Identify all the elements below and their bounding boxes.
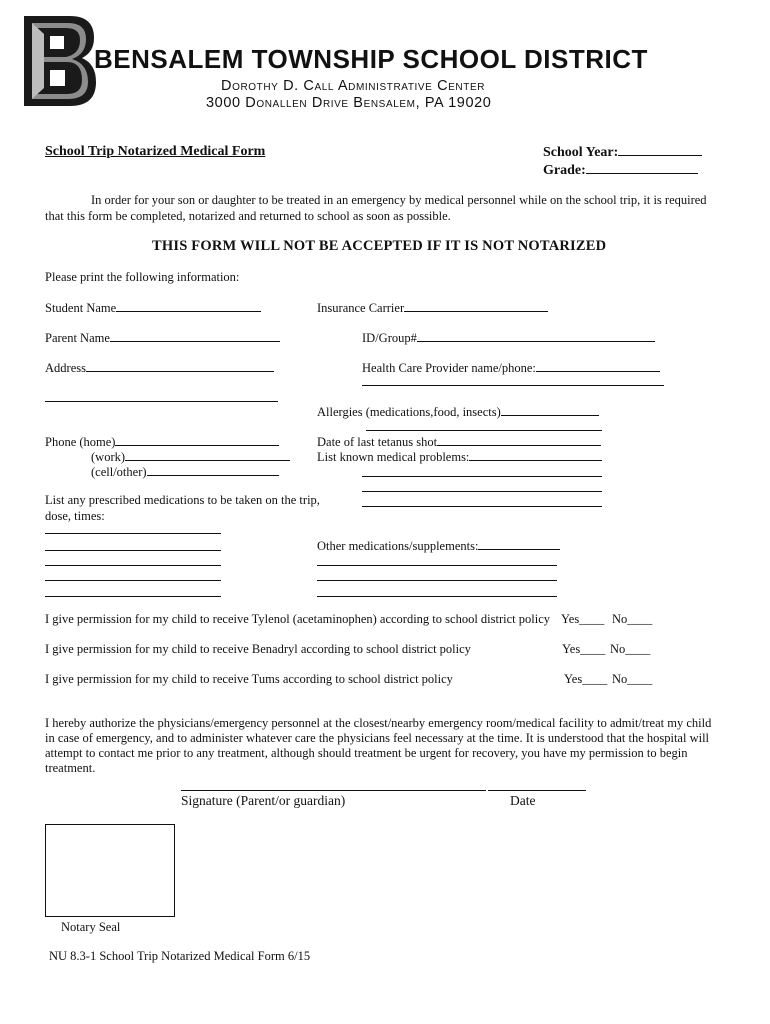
medical-problems-field[interactable]: List known medical problems: — [317, 449, 602, 465]
district-logo — [22, 14, 98, 108]
prescribed-line[interactable] — [45, 550, 221, 551]
district-name: BENSALEM TOWNSHIP SCHOOL DISTRICT — [94, 44, 648, 74]
authorization-line-1: I hereby authorize the physicians/emergency personnel at the closest/nearby emergency room/medical facility to admit/treat my child — [45, 716, 712, 730]
block-b-logo-icon — [22, 14, 98, 108]
form-footer: NU 8.3-1 School Trip Notarized Medical Form 6/15 — [49, 949, 311, 963]
phone-home-field[interactable]: Phone (home) — [45, 434, 279, 450]
grade-field[interactable] — [543, 162, 698, 179]
print-info: Please print the following information: — [45, 270, 240, 284]
allergies-field[interactable]: Allergies (medications,food, insects) — [317, 404, 599, 420]
phone-cell-field[interactable]: (cell/other) — [91, 464, 279, 480]
tetanus-field[interactable]: Date of last tetanus shot — [317, 434, 601, 450]
date-line[interactable] — [488, 790, 586, 791]
prescribed-line[interactable] — [45, 596, 221, 597]
signature-line[interactable] — [181, 790, 486, 791]
admin-center: Dorothy D. Call Administrative Center — [221, 78, 486, 94]
health-care-provider-line-2[interactable] — [362, 385, 664, 386]
school-year-label: School Year: — [543, 145, 619, 160]
other-meds-line[interactable] — [317, 580, 557, 581]
other-meds-line[interactable] — [317, 596, 557, 597]
intro-line-1: In order for your son or daughter to be treated in an emergency by medical personnel while on the school trip, it is required — [91, 193, 707, 207]
id-group-field[interactable]: ID/Group# — [362, 330, 655, 346]
parent-name-field[interactable]: Parent Name — [45, 330, 280, 346]
medical-problems-line[interactable] — [362, 491, 602, 492]
prescribed-meds-label-1: List any prescribed medications to be taken on the trip, — [45, 493, 320, 507]
permission-tylenol: I give permission for my child to receive Tylenol (acetaminophen) according to school district policy — [45, 612, 550, 626]
prescribed-meds-label-2: dose, times: — [45, 509, 105, 523]
health-care-provider-field[interactable]: Health Care Provider name/phone: — [362, 360, 660, 376]
other-meds-field[interactable]: Other medications/supplements: — [317, 538, 560, 554]
district-address: 3000 Donallen Drive Bensalem, PA 19020 — [206, 95, 492, 111]
permission-benadryl: I give permission for my child to receive Benadryl according to school district policy — [45, 642, 471, 656]
other-meds-line[interactable] — [317, 565, 557, 566]
prescribed-line[interactable] — [45, 533, 221, 534]
school-year-field[interactable] — [543, 144, 702, 161]
prescribed-line[interactable] — [45, 580, 221, 581]
authorization-line-2: in case of emergency, and to administer whatever care the physicians feel necessary at the time. It is understood that the hospital will — [45, 731, 710, 745]
phone-work-field[interactable]: (work) — [91, 449, 290, 465]
signature-label: Signature (Parent/or guardian) — [181, 793, 346, 808]
insurance-carrier-field[interactable]: Insurance Carrier — [317, 300, 548, 316]
medical-problems-line[interactable] — [362, 476, 602, 477]
permission-tums-yes[interactable]: Yes____ — [564, 672, 608, 686]
allergies-line-2[interactable] — [366, 430, 602, 431]
notary-seal-box[interactable] — [45, 824, 175, 917]
permission-benadryl-no[interactable]: No____ — [610, 642, 651, 656]
medical-problems-line[interactable] — [362, 506, 602, 507]
authorization-line-3: attempt to contact me prior to any treatment, although should treatment be urgent for recovery, you have my permission to begin — [45, 746, 688, 760]
prescribed-line[interactable] — [45, 565, 221, 566]
address-field[interactable]: Address — [45, 360, 274, 376]
permission-tums: I give permission for my child to receive Tums according to school district policy — [45, 672, 453, 686]
student-name-field[interactable]: Student Name — [45, 300, 261, 316]
grade-label: Grade: — [543, 163, 586, 178]
form-title: School Trip Notarized Medical Form — [45, 144, 266, 159]
date-label: Date — [510, 793, 536, 808]
intro-line-2: that this form be completed, notarized and returned to school as soon as possible. — [45, 209, 451, 223]
permission-tylenol-yes[interactable]: Yes____ — [561, 612, 605, 626]
permission-benadryl-yes[interactable]: Yes____ — [562, 642, 606, 656]
notarized-warning: THIS FORM WILL NOT BE ACCEPTED IF IT IS NOT NOTARIZED — [152, 238, 607, 254]
permission-tylenol-no[interactable]: No____ — [612, 612, 653, 626]
address-line-2[interactable] — [45, 401, 278, 402]
authorization-line-4: treatment. — [45, 761, 96, 775]
notary-seal-label: Notary Seal — [61, 920, 121, 934]
permission-tums-no[interactable]: No____ — [612, 672, 653, 686]
